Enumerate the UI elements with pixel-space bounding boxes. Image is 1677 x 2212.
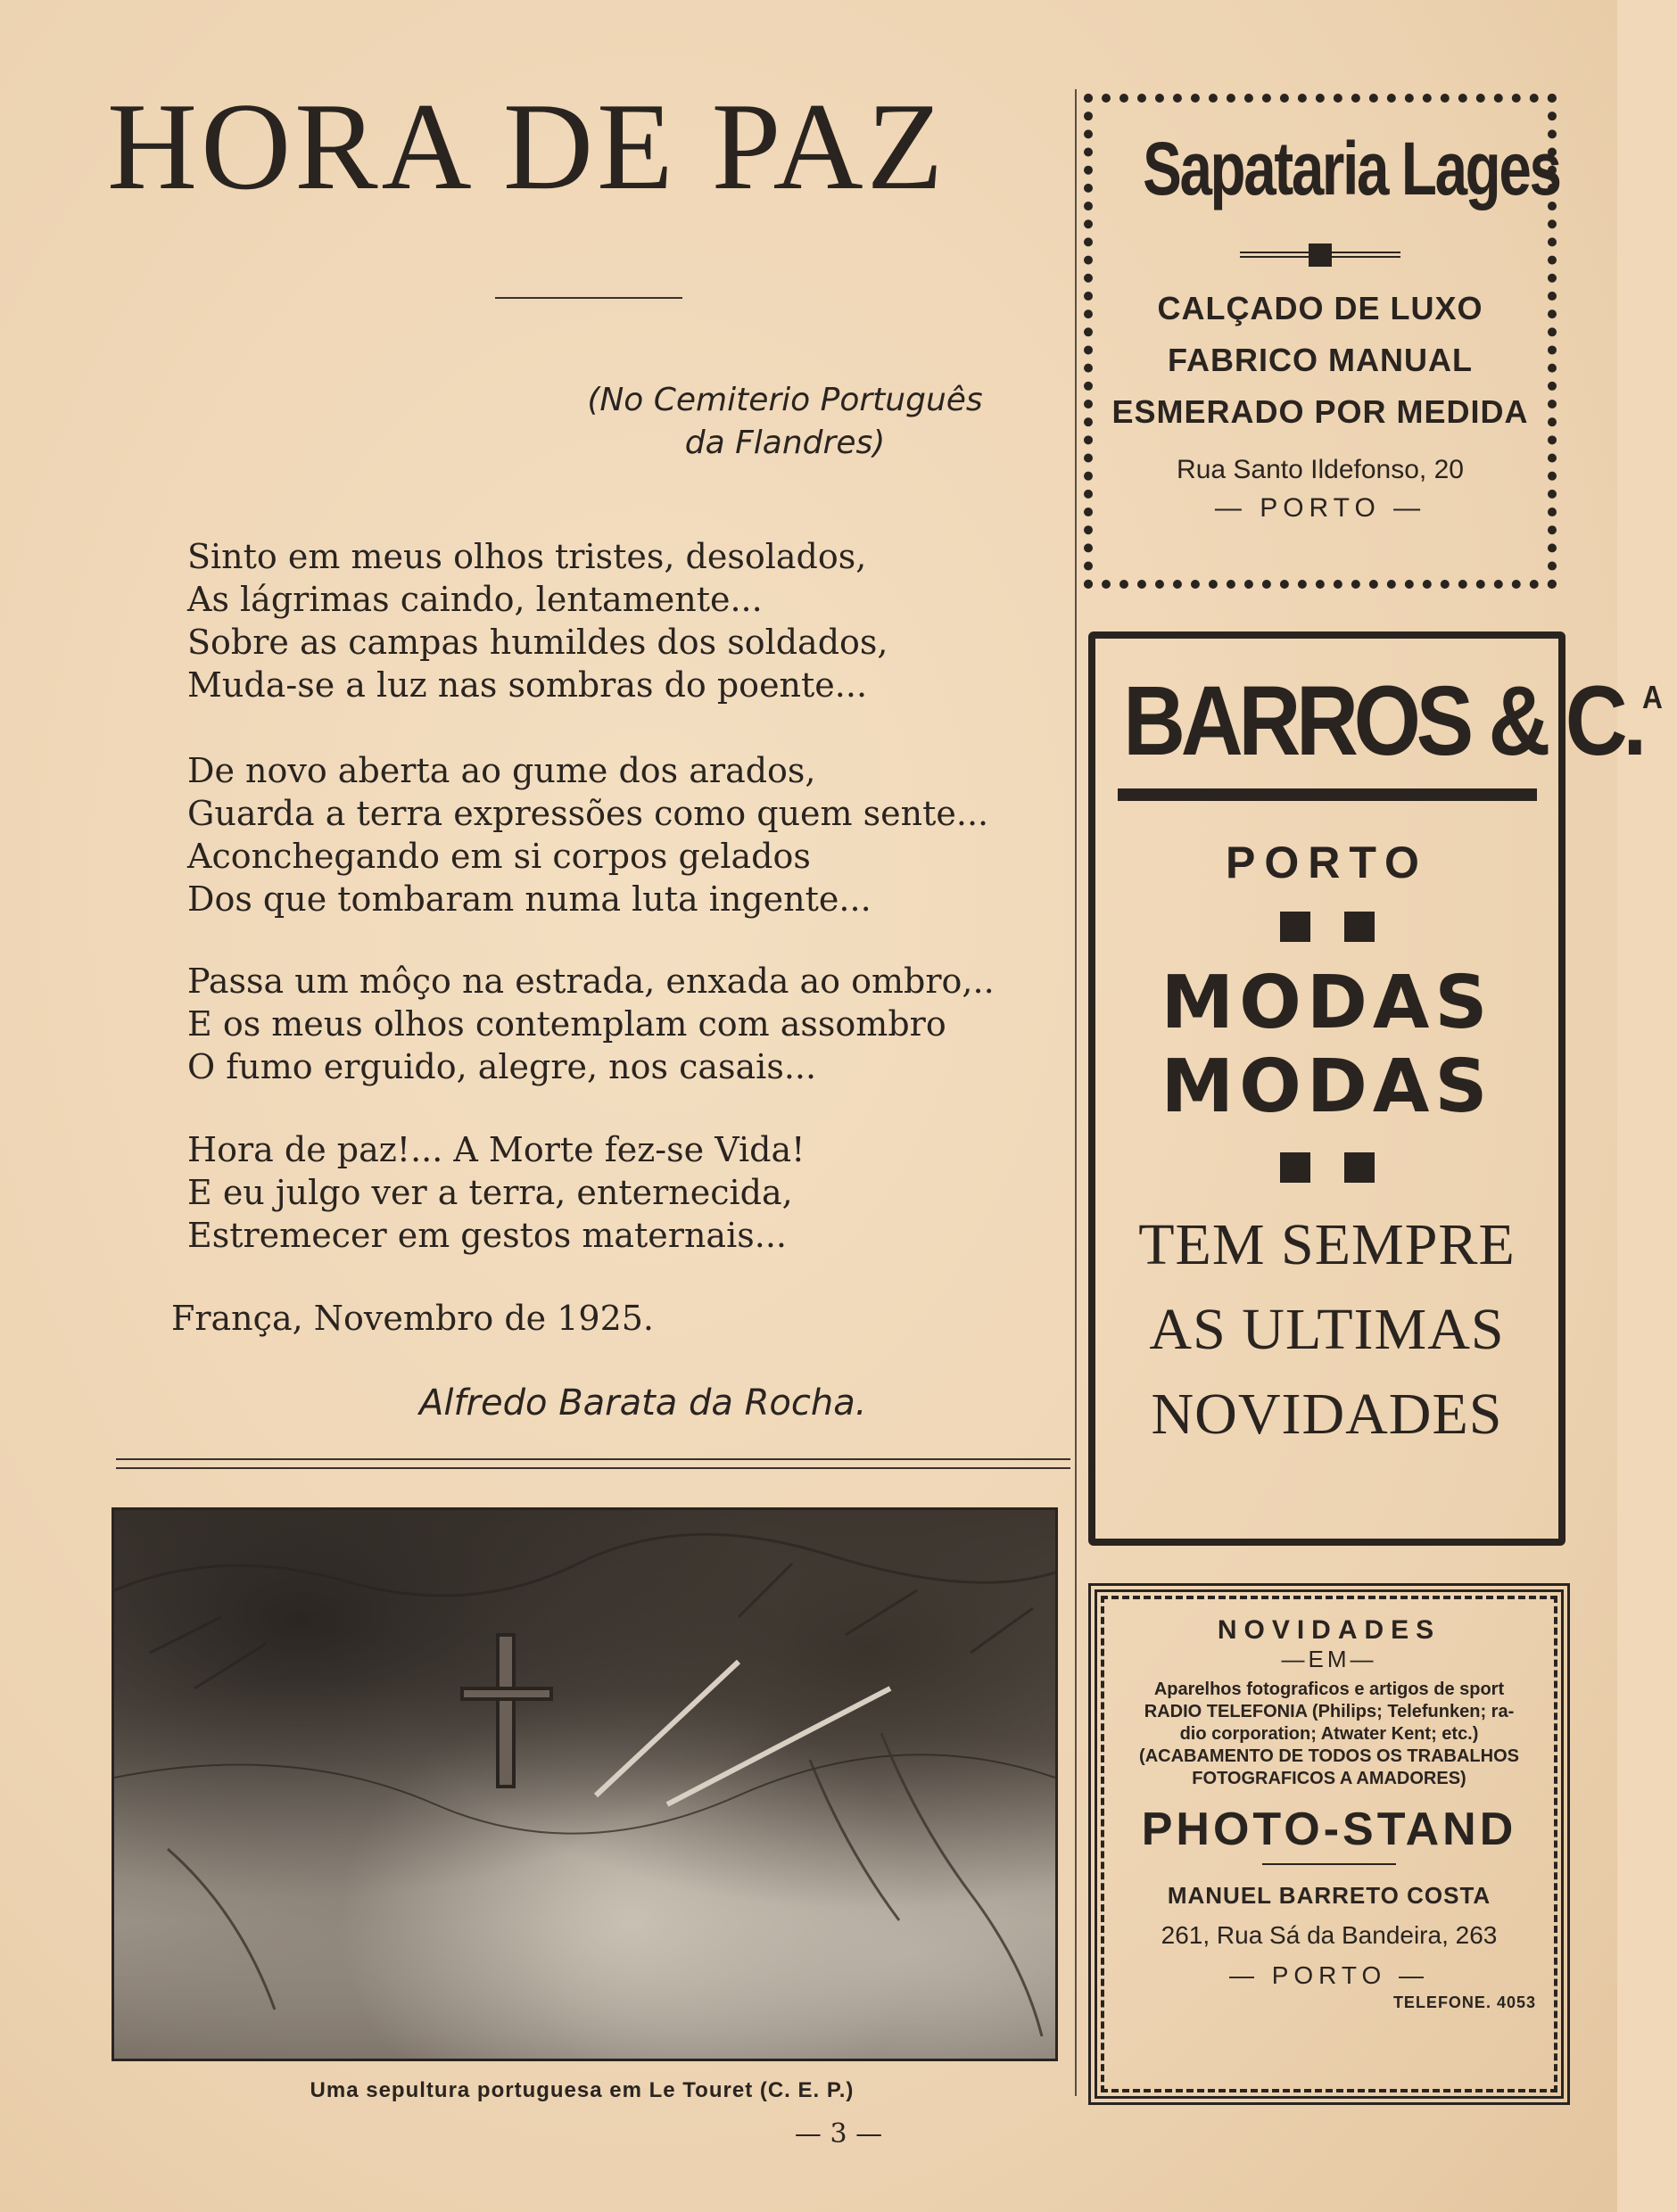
ad-sapataria-line: FABRICO MANUAL bbox=[1168, 342, 1473, 378]
verse-line: Muda-se a luz nas sombras do poente... bbox=[187, 665, 868, 705]
poem-stanza-3 bbox=[187, 960, 1062, 1088]
title-rule bbox=[495, 297, 682, 299]
ad-sapataria-line: ESMERADO POR MEDIDA bbox=[1111, 393, 1529, 430]
dedication-line: da Flandres) bbox=[684, 425, 886, 461]
poem-stanza-1 bbox=[187, 535, 1062, 706]
square-ornament bbox=[1095, 1152, 1558, 1183]
ad-photo-em: —EM— bbox=[1281, 1646, 1377, 1672]
ad-photo-line: RADIO TELEFONIA (Philips; Telefunken; ra- bbox=[1144, 1702, 1515, 1721]
poem-title: HORA DE PAZ bbox=[107, 78, 947, 216]
ad-photo-owner: MANUEL BARRETO COSTA bbox=[1167, 1882, 1491, 1909]
verse-line: De novo aberta ao gume dos arados, bbox=[187, 751, 816, 790]
poem-dedication bbox=[535, 379, 1035, 465]
ad-barros bbox=[1088, 631, 1663, 1546]
verse-line: Aconchegando em si corpos gelados bbox=[187, 837, 811, 876]
ad-photo-line: Aparelhos fotograficos e artigos de sport bbox=[1153, 1680, 1505, 1699]
verse-line: Estremecer em gestos maternais... bbox=[187, 1216, 787, 1255]
verse-line: Sinto em meus olhos tristes, desolados, bbox=[187, 537, 867, 576]
ad-barros-modas: MODAS bbox=[1161, 961, 1493, 1045]
dedication-line: (No Cemiterio Português bbox=[587, 382, 983, 418]
ad-barros-name bbox=[1123, 666, 1663, 776]
ad-barros-tagline: NOVIDADES bbox=[1151, 1382, 1503, 1447]
ad-sapataria-line: CALÇADO DE LUXO bbox=[1157, 290, 1483, 326]
page-number: — 3 — bbox=[794, 2118, 883, 2150]
ad-photo-line: (ACABAMENTO DE TODOS OS TRABALHOS bbox=[1139, 1746, 1519, 1766]
verse-line: Guarda a terra expressões como quem sente... bbox=[187, 794, 989, 833]
poem-stanza-4 bbox=[187, 1128, 1062, 1257]
grave-photo bbox=[112, 1507, 1058, 2061]
photo-caption: Uma sepultura portuguesa em Le Touret (C. E. P.) bbox=[310, 2078, 855, 2102]
verse-line: Hora de paz!... A Morte fez-se Vida! bbox=[187, 1130, 805, 1169]
ad-photo-phone: TELEFONE. 4053 bbox=[1392, 1993, 1536, 2011]
ad-sapataria-name: Sapataria Lages bbox=[1143, 127, 1560, 210]
poem-dateline: França, Novembro de 1925. bbox=[171, 1299, 654, 1338]
verse-line: As lágrimas caindo, lentamente... bbox=[187, 580, 763, 619]
ad-barros-tagline: AS ULTIMAS bbox=[1149, 1297, 1505, 1362]
ad-photo-rule bbox=[1262, 1863, 1396, 1865]
ad-barros-name-text: BARROS & C. bbox=[1123, 666, 1643, 776]
wooden-cross bbox=[498, 1635, 514, 1787]
ad-barros-tagline: TEM SEMPRE bbox=[1138, 1212, 1516, 1277]
verse-line: Passa um môço na estrada, enxada ao ombro,.. bbox=[187, 962, 995, 1001]
ad-barros-modas: MODAS bbox=[1161, 1044, 1493, 1129]
verse-line: E eu julgo ver a terra, enternecida, bbox=[187, 1173, 793, 1212]
ad-sapataria-address: Rua Santo Ildefonso, 20 bbox=[1177, 455, 1464, 484]
ad-sapataria-city: — PORTO — bbox=[1214, 493, 1426, 523]
verse-line: E os meus olhos contemplam com assombro bbox=[187, 1004, 946, 1044]
ad-barros-rule bbox=[1118, 788, 1537, 801]
verse-line: O fumo erguido, alegre, nos casais... bbox=[187, 1047, 817, 1086]
ad-photo-stand bbox=[1088, 1583, 1570, 2105]
ad-photo-heading: NOVIDADES bbox=[1217, 1615, 1442, 1645]
square-ornament bbox=[1095, 912, 1558, 942]
ad-barros-city: PORTO bbox=[1226, 838, 1428, 887]
ad-photo-line: dio corporation; Atwater Kent; etc.) bbox=[1179, 1724, 1479, 1744]
ornament-divider bbox=[1240, 243, 1400, 265]
photo-illustration bbox=[114, 1510, 1055, 2059]
ad-photo-name: PHOTO-STAND bbox=[1141, 1803, 1517, 1855]
verse-line: Sobre as campas humildes dos soldados, bbox=[187, 623, 888, 662]
ad-photo-line: FOTOGRAFICOS A AMADORES) bbox=[1192, 1769, 1466, 1788]
poem-author: Alfredo Barata da Rocha. bbox=[419, 1382, 867, 1424]
ad-barros-superscript: A bbox=[1642, 679, 1663, 715]
column-divider bbox=[1075, 89, 1077, 2096]
ad-photo-city: — PORTO — bbox=[1228, 1961, 1430, 1989]
section-divider bbox=[116, 1458, 1070, 1469]
poem-stanza-2 bbox=[187, 749, 1062, 920]
ad-photo-address: 261, Rua Sá da Bandeira, 263 bbox=[1161, 1921, 1498, 1949]
verse-line: Dos que tombaram numa luta ingente... bbox=[187, 879, 872, 919]
ad-sapataria-lages bbox=[1084, 94, 1560, 589]
